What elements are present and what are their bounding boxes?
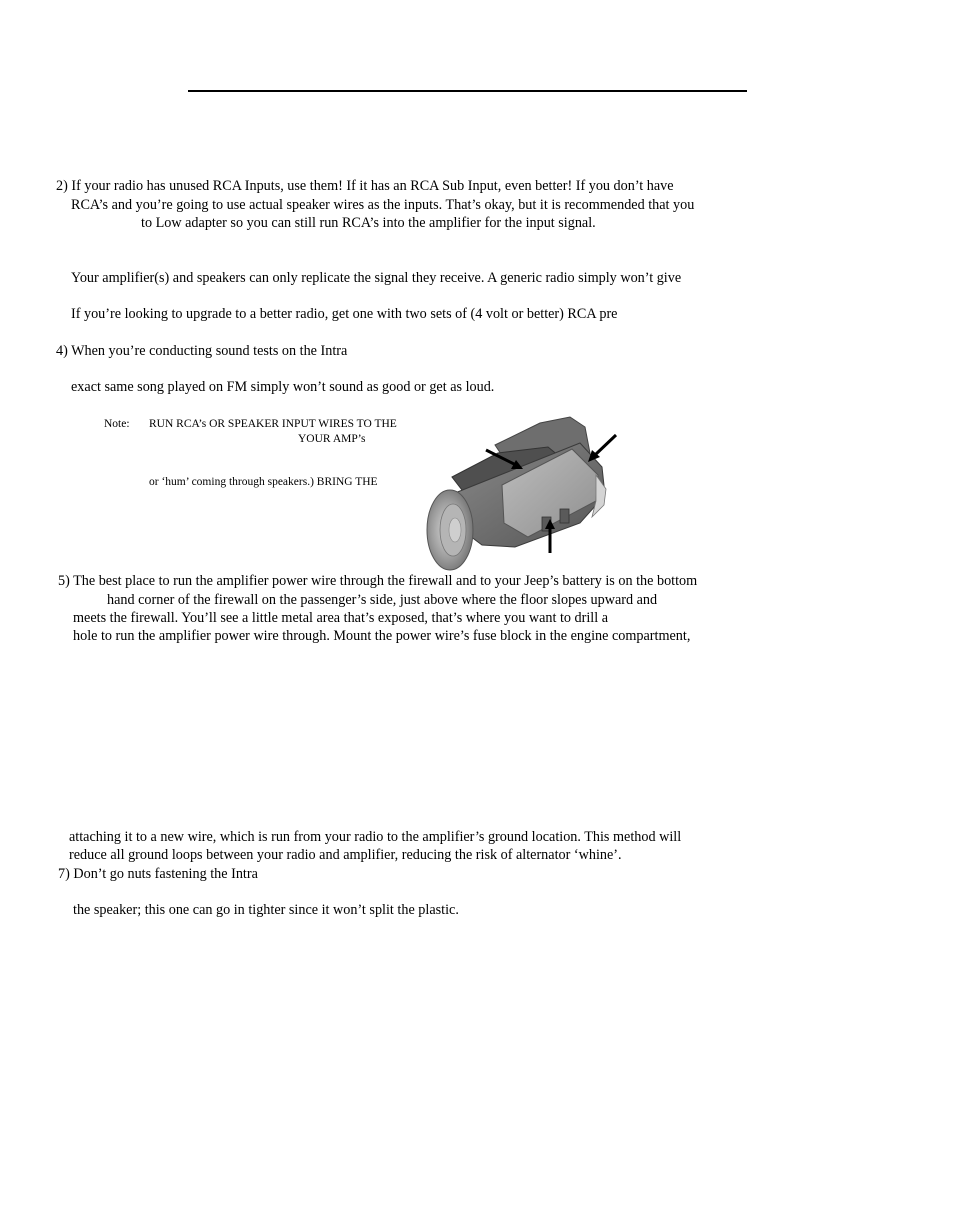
paragraph-6-line-2: reduce all ground loops between your radio and amplifier, reducing the risk of alternator ‘whine’. — [69, 847, 622, 863]
paragraph-5-line-3: meets the firewall. You’ll see a little metal area that’s exposed, that’s where you want to drill a — [73, 610, 609, 626]
paragraph-3-line-1: Your amplifier(s) and speakers can only replicate the signal they receive. A generic radio simply won’t give — [71, 270, 682, 286]
note-line-1: RUN RCA’s OR SPEAKER INPUT WIRES TO THE — [149, 418, 397, 430]
paragraph-7-line-1: 7) Don’t go nuts fastening the Intra — [58, 866, 258, 882]
paragraph-2-line-2: RCA’s and you’re going to use actual speaker wires as the inputs. That’s okay, but it is recommended that you — [71, 197, 695, 213]
paragraph-2-line-1: 2) If your radio has unused RCA Inputs, use them! If it has an RCA Sub Input, even better! If you don’t have — [56, 178, 674, 194]
paragraph-4-line-1: 4) When you’re conducting sound tests on the Intra — [56, 343, 348, 359]
paragraph-2-line-3: to Low adapter so you can still run RCA’s into the amplifier for the input signal. — [141, 215, 596, 231]
paragraph-3-line-2: If you’re looking to upgrade to a better radio, get one with two sets of (4 volt or better) RCA pre — [71, 306, 618, 322]
paragraph-5-line-4: hole to run the amplifier power wire through. Mount the power wire’s fuse block in the engine compartment, — [73, 628, 691, 644]
paragraph-7-line-2: the speaker; this one can go in tighter since it won’t split the plastic. — [73, 902, 459, 918]
note-line-3: or ‘hum’ coming through speakers.) BRING THE — [149, 476, 378, 488]
header-rule — [188, 90, 747, 92]
note-line-2: YOUR AMP’s — [298, 433, 366, 445]
rca-connector-illustration — [420, 405, 625, 575]
paragraph-4-line-2: exact same song played on FM simply won’t sound as good or get as loud. — [71, 379, 495, 395]
paragraph-5-line-1: 5) The best place to run the amplifier power wire through the firewall and to your Jeep’s battery is on the bottom — [58, 573, 698, 589]
paragraph-5-line-2: hand corner of the firewall on the passenger’s side, just above where the floor slopes upward and — [107, 592, 658, 608]
paragraph-6-line-1: attaching it to a new wire, which is run from your radio to the amplifier’s ground location. This method will — [69, 829, 682, 845]
note-label: Note: — [104, 418, 130, 430]
